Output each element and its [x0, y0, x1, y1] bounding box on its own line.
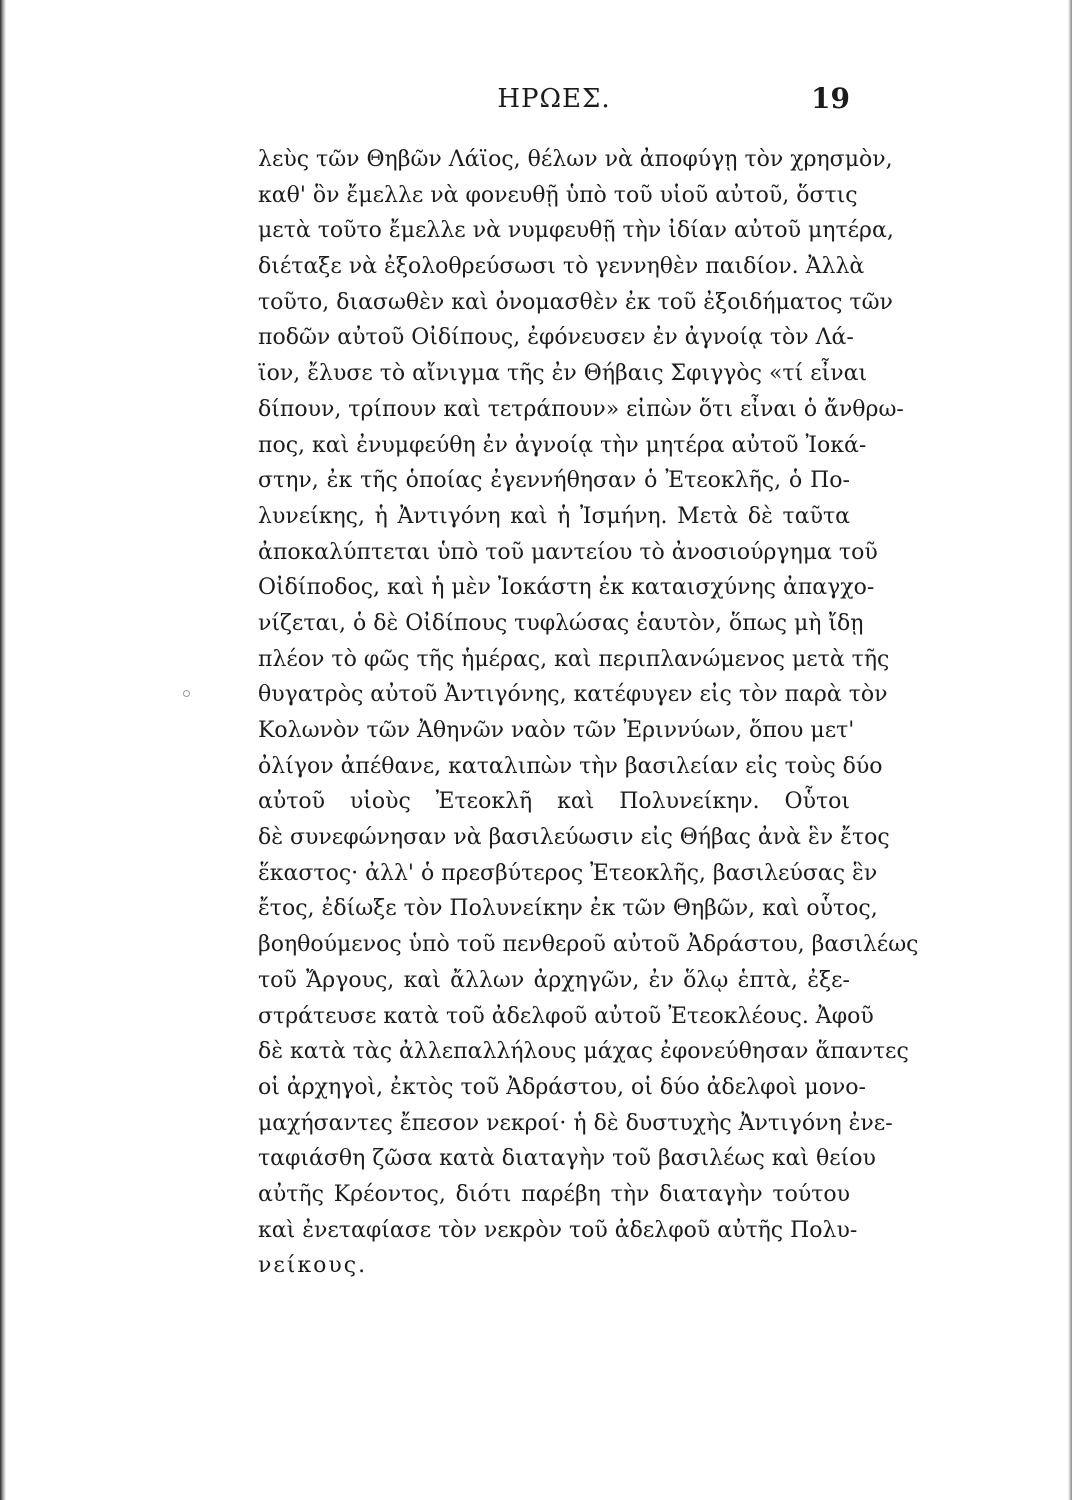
page-edge-shadow: [0, 0, 6, 1500]
text-line: ἔτος, ἐδίωξε τὸν Πολυνείκην ἐκ τῶν Θηβῶν, καὶ οὗτος,: [258, 896, 878, 922]
text-line: καὶ ἐνεταφίασε τὸν νεκρὸν τοῦ ἀδελφοῦ αὐτῆς Πολυ-: [258, 1217, 858, 1243]
body-text: [258, 142, 919, 1284]
text-line: πος, καὶ ἐνυμφεύθη ἐν ἀγνοίᾳ τὴν μητέρα αὐτοῦ Ἰοκά-: [258, 432, 867, 458]
text-line: οἱ ἀρχηγοὶ, ἐκτὸς τοῦ Ἀδράστου, οἱ δύο ἀδελφοὶ μονο-: [258, 1074, 866, 1100]
text-line: διέταξε νὰ ἐξολοθρεύσωσι τὸ γεννηθὲν παιδίον. Ἀλλὰ: [258, 254, 865, 280]
text-line: λεὺς τῶν Θηβῶν Λάϊος, θέλων νὰ ἀποφύγῃ τὸν χρησμὸν,: [258, 147, 893, 172]
text-line: δὲ συνεφώνησαν νὰ βασιλεύωσιν εἰς Θήβας ἀνὰ ἓν ἔτος: [258, 825, 890, 851]
page-header: [260, 84, 848, 124]
text-line: αὐτοῦ υἱοὺς Ἐτεοκλῆ καὶ Πολυνείκην. Οὗτοι: [258, 789, 850, 815]
text-line: δίπουν, τρίπουν καὶ τετράπουν» εἰπὼν ὅτι εἶναι ὁ ἄνθρω-: [258, 396, 904, 422]
page-number: 19: [811, 82, 850, 115]
text-line: ποδῶν αὐτοῦ Οἰδίπους, ἐφόνευσεν ἐν ἀγνοίᾳ τὸν Λά-: [258, 325, 854, 351]
text-line: μαχήσαντες ἔπεσον νεκροί· ἡ δὲ δυστυχὴς Ἀντιγόνη ἐνε-: [258, 1110, 893, 1136]
text-line: στράτευσε κατὰ τοῦ ἀδελφοῦ αὐτοῦ Ἐτεοκλέους. Ἀφοῦ: [258, 1003, 874, 1029]
text-line: ἀποκαλύπτεται ὑπὸ τοῦ μαντείου τὸ ἀνοσιούργημα τοῦ: [258, 539, 878, 565]
text-line: πλέον τὸ φῶς τῆς ἡμέρας, καὶ περιπλανώμενος μετὰ τῆς: [258, 646, 890, 672]
text-line: θυγατρὸς αὐτοῦ Ἀντιγόνης, κατέφυγεν εἰς τὸν παρὰ τὸν: [258, 682, 888, 708]
running-title: ΗΡΩΕΣ.: [497, 84, 611, 114]
text-line: αὐτῆς Κρέοντος, διότι παρέβη τὴν διαταγὴν τούτου: [258, 1181, 850, 1207]
text-line: Κολωνὸν τῶν Ἀθηνῶν ναὸν τῶν Ἐριννύων, ὅπου μετ': [258, 718, 855, 743]
text-line: νείκους.: [258, 1253, 368, 1279]
page-edge-shadow-right: [1068, 0, 1072, 1500]
text-line: λυνείκης, ἡ Ἀντιγόνη καὶ ἡ Ἰσμήνη. Μετὰ δὲ ταῦτα: [258, 503, 850, 529]
text-line: δὲ κατὰ τὰς ἀλλεπαλλήλους μάχας ἐφονεύθησαν ἅπαντες: [258, 1039, 909, 1065]
text-line: μετὰ τοῦτο ἔμελλε νὰ νυμφευθῇ τὴν ἰδίαν αὐτοῦ μητέρα,: [258, 218, 894, 244]
text-line: ὀλίγον ἀπέθανε, καταλιπὼν τὴν βασιλείαν εἰς τοὺς δύο: [258, 753, 883, 779]
text-line: βοηθούμενος ὑπὸ τοῦ πενθεροῦ αὐτοῦ Ἀδράστου, βασιλέως: [258, 932, 919, 958]
text-line: καθ' ὃν ἔμελλε νὰ φονευθῇ ὑπὸ τοῦ υἱοῦ αὐτοῦ, ὅστις: [258, 182, 858, 208]
text-line: Οἰδίποδος, καὶ ἡ μὲν Ἰοκάστη ἐκ καταισχύνης ἀπαγχο-: [258, 575, 875, 601]
text-line: τοῦτο, διασωθὲν καὶ ὀνομασθὲν ἐκ τοῦ ἐξοιδήματος τῶν: [258, 289, 893, 315]
margin-speck: [183, 690, 190, 697]
text-line: τοῦ Ἄργους, καὶ ἄλλων ἀρχηγῶν, ἐν ὅλῳ ἑπτὰ, ἐξε-: [258, 967, 850, 993]
text-line: ἕκαστος· ἀλλ' ὁ πρεσβύτερος Ἐτεοκλῆς, βασιλεύσας ἓν: [258, 860, 878, 886]
text-line: στην, ἐκ τῆς ὁποίας ἐγεννήθησαν ὁ Ἐτεοκλῆς, ὁ Πο-: [258, 468, 850, 494]
text-line: ϊον, ἔλυσε τὸ αἴνιγμα τῆς ἐν Θήβαις Σφιγγὸς «τί εἶναι: [258, 361, 868, 387]
text-line: νίζεται, ὁ δὲ Οἰδίπους τυφλώσας ἑαυτὸν, ὅπως μὴ ἴδῃ: [258, 610, 864, 636]
text-line: ταφιάσθη ζῶσα κατὰ διαταγὴν τοῦ βασιλέως καὶ θείου: [258, 1146, 876, 1172]
